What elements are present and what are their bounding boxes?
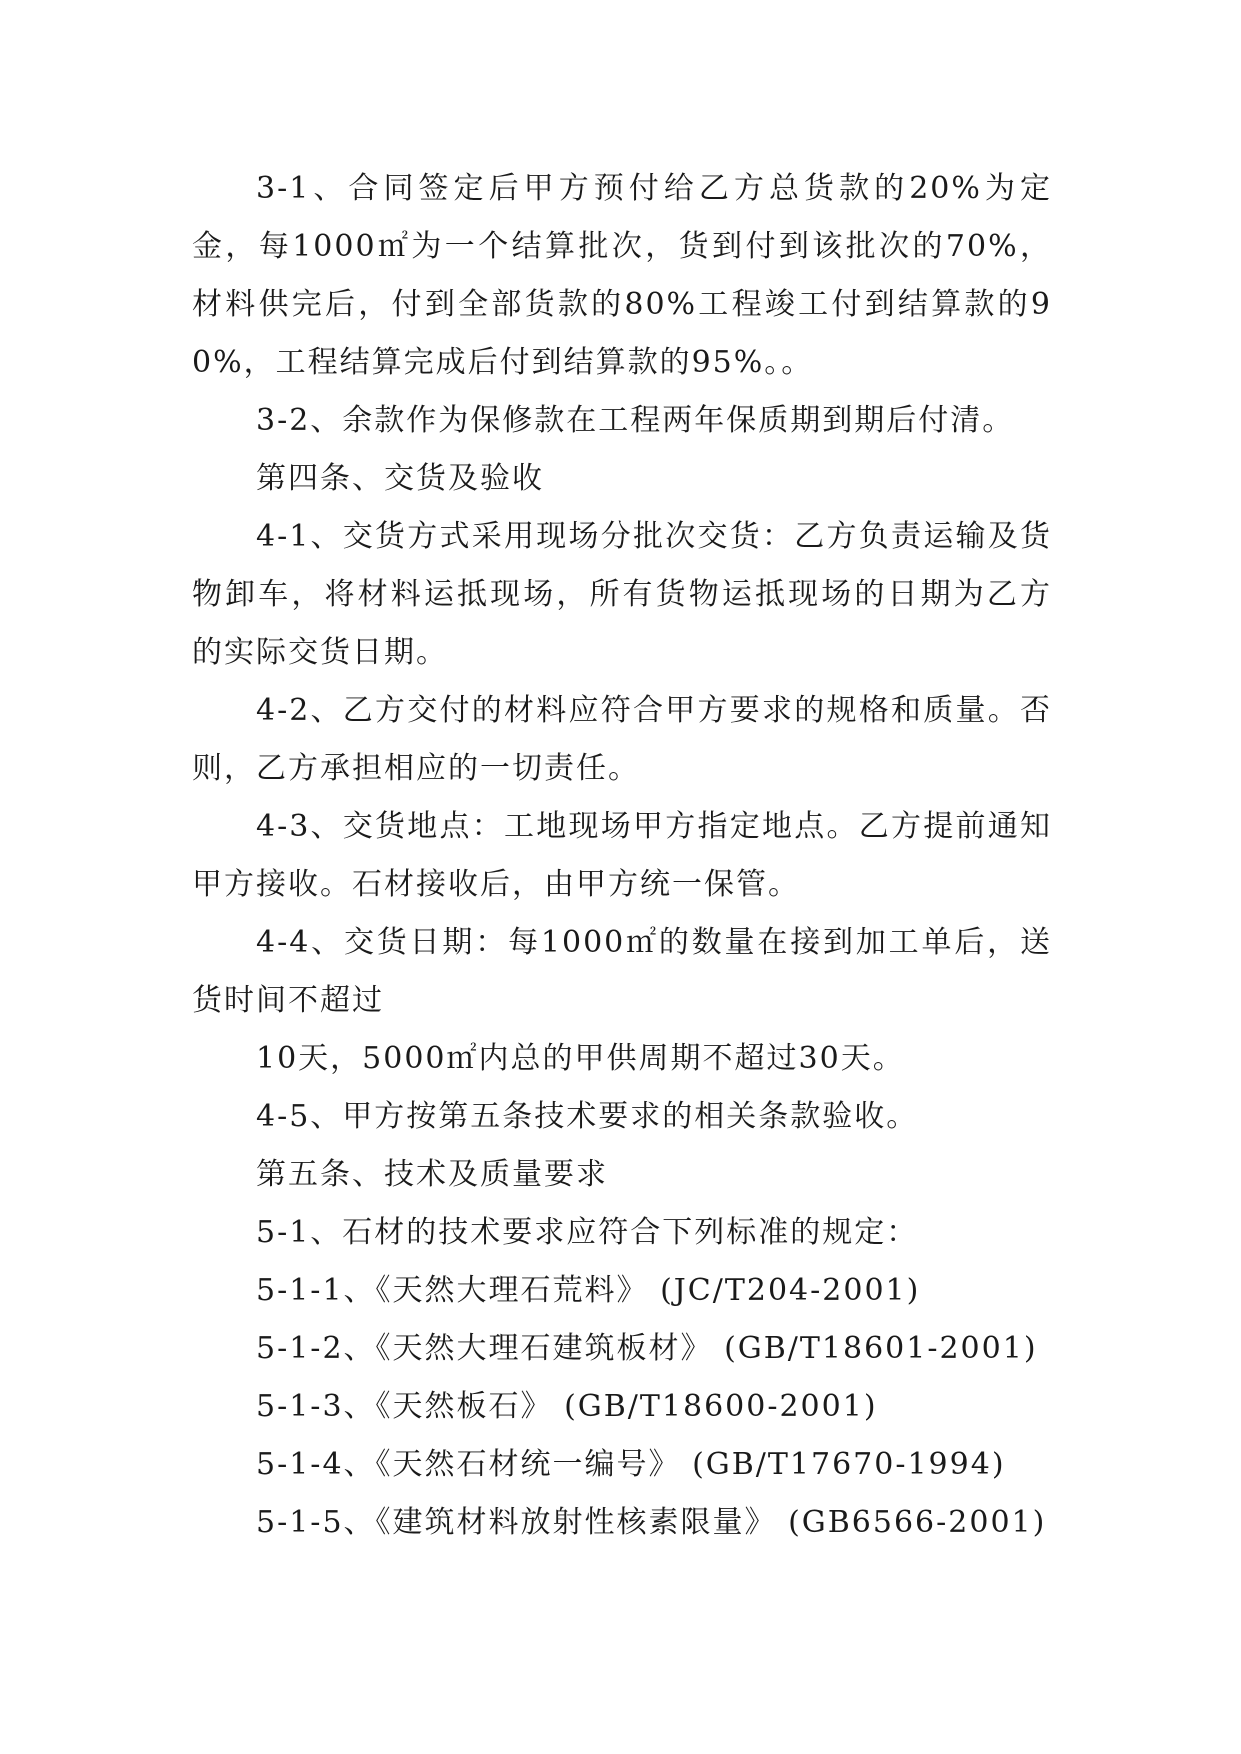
clause-4-3: 4-3、交货地点：工地现场甲方指定地点。乙方提前通知甲方接收。石材接收后，由甲方统一保管。: [192, 809, 1052, 902]
clause-4-4: 4-4、交货日期：每1000㎡的数量在接到加工单后，送货时间不超过: [192, 925, 1052, 1018]
article-5-heading: 第五条、技术及质量要求: [256, 1157, 608, 1192]
clause-5-1: 5-1、石材的技术要求应符合下列标准的规定：: [256, 1215, 919, 1250]
clause-4-2: 4-2、乙方交付的材料应符合甲方要求的规格和质量。否则，乙方承担相应的一切责任。: [192, 693, 1052, 786]
standard-5-1-1: 5-1-1、《天然大理石荒料》 (JC/T204-2001): [256, 1273, 921, 1308]
clause-4-5: 4-5、甲方按第五条技术要求的相关条款验收。: [256, 1099, 919, 1134]
standard-5-1-4: 5-1-4、《天然石材统一编号》 (GB/T17670-1994): [256, 1447, 1006, 1482]
clause-4-4-continued: 10天，5000㎡内总的甲供周期不超过30天。: [256, 1041, 905, 1076]
article-4-heading: 第四条、交货及验收: [256, 461, 544, 496]
clause-3-1: 3-1、合同签定后甲方预付给乙方总货款的20%为定金，每1000㎡为一个结算批次，货到付到该批次的70%，材料供完后，付到全部货款的80%工程竣工付到结算款的90%，工程结算完成后付到结算款的95%。。: [192, 171, 1052, 380]
clause-3-2: 3-2、余款作为保修款在工程两年保质期到期后付清。: [256, 403, 1015, 438]
document-body: [192, 160, 1052, 1552]
standard-5-1-5: 5-1-5、《建筑材料放射性核素限量》 (GB6566-2001): [256, 1505, 1047, 1540]
clause-4-1: 4-1、交货方式采用现场分批次交货：乙方负责运输及货物卸车，将材料运抵现场，所有货物运抵现场的日期为乙方的实际交货日期。: [192, 519, 1052, 670]
standard-5-1-2: 5-1-2、《天然大理石建筑板材》 (GB/T18601-2001): [256, 1331, 1038, 1366]
standard-5-1-3: 5-1-3、《天然板石》 (GB/T18600-2001): [256, 1389, 878, 1424]
